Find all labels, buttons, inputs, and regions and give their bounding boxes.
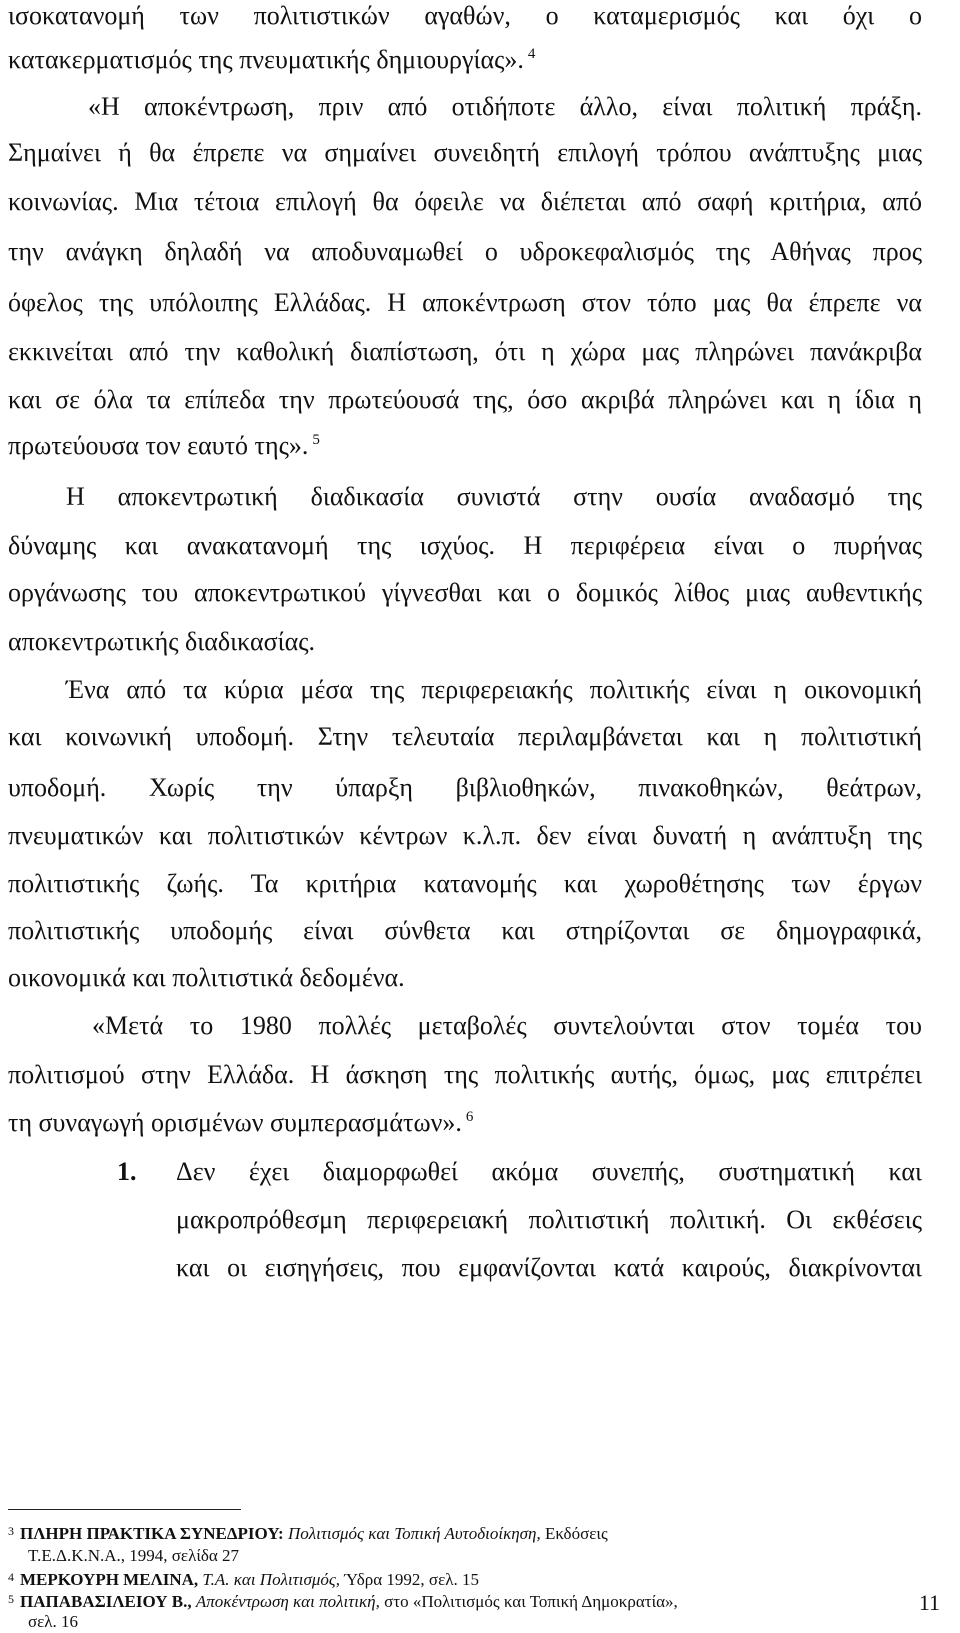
list-item-line: μακροπρόθεσμη περιφερειακή πολιτιστική πολιτική. Οι εκθέσεις xyxy=(176,1205,922,1234)
text-line: πολιτιστικής υποδομής είναι σύνθετα και στηρίζονται σε δημογραφικά, xyxy=(8,916,922,945)
text-line: κοινωνίας. Μια τέτοια επιλογή θα όφειλε να διέπεται από σαφή κριτήρια, από xyxy=(8,187,922,216)
footnote-3-continued: Τ.Ε.Δ.Κ.Ν.Α., 1994, σελίδα 27 xyxy=(28,1546,240,1565)
page-number: 11 xyxy=(918,1590,940,1615)
text-line: Η αποκεντρωτική διαδικασία συνιστά στην ουσία αναδασμό της xyxy=(66,482,922,511)
text-line: όφελος της υπόλοιπης Ελλάδας. Η αποκέντρωση στον τόπο μας θα έπρεπε να xyxy=(8,288,922,317)
list-item-line: και οι εισηγήσεις, που εμφανίζονται κατά καιρούς, διακρίνονται xyxy=(176,1253,922,1282)
text-line: κατακερματισμός της πνευματικής δημιουργίας». $^4$ xyxy=(8,45,536,74)
text-line: οργάνωσης του αποκεντρωτικού γίγνεσθαι και ο δομικός λίθος μιας αυθεντικής xyxy=(8,578,922,607)
text-line: πρωτεύουσα τον εαυτό της». $^5$ xyxy=(8,431,320,460)
text-line: οικονομικά και πολιτιστικά δεδομένα. xyxy=(8,963,405,992)
text-line: αποκεντρωτικής διαδικασίας. xyxy=(8,627,316,656)
text-line: πολιτισμού στην Ελλάδα. Η άσκηση της πολιτικής αυτής, όμως, μας επιτρέπει xyxy=(8,1060,922,1089)
footnote-ref: 6 xyxy=(465,1109,474,1125)
text-line: Ένα από τα κύρια μέσα της περιφερειακής πολιτικής είναι η οικονομική xyxy=(66,675,922,704)
list-item-line: Δεν έχει διαμορφωθεί ακόμα συνεπής, συστηματική και xyxy=(176,1157,922,1186)
text-line: πνευματικών και πολιτιστικών κέντρων κ.λ.π. δεν είναι δυνατή η ανάπτυξη της xyxy=(8,821,922,850)
text-line: Σημαίνει ή θα έπρεπε να σημαίνει συνειδητή επιλογή τρόπου ανάπτυξης μιας xyxy=(8,138,922,167)
text-line: υποδομή. Χωρίς την ύπαρξη βιβλιοθηκών, πινακοθηκών, θεάτρων, xyxy=(8,773,922,802)
text-line: πολιτιστικής ζωής. Τα κριτήρια κατανομής και χωροθέτησης των έργων xyxy=(8,869,922,898)
footnote-ref: 5 xyxy=(312,432,320,448)
footnote-5: $^5$ ΠΑΠΑΒΑΣΙΛΕΙΟΥ Β., Αποκέντρωση και πολιτική, στο «Πολιτισμός και Τοπική Δημοκρατία», xyxy=(8,1592,678,1611)
text-line: την ανάγκη δηλαδή να αποδυναμωθεί ο υδροκεφαλισμός της Αθήνας προς xyxy=(8,237,922,266)
footnote-separator xyxy=(8,1509,241,1510)
text-line: δύναμης και ανακατανομή της ισχύος. Η περιφέρεια είναι ο πυρήνας xyxy=(8,531,922,560)
text-line: και κοινωνική υποδομή. Στην τελευταία περιλαμβάνεται και η πολιτιστική xyxy=(8,722,922,751)
list-number: 1. xyxy=(117,1157,137,1186)
text-line: και σε όλα τα επίπεδα την πρωτεύουσά της, όσο ακριβά πληρώνει και η ίδια η xyxy=(8,385,922,414)
footnote-ref: 4 xyxy=(527,46,536,62)
text-line: «Η αποκέντρωση, πριν από οτιδήποτε άλλο, είναι πολιτική πράξη. xyxy=(88,92,922,121)
footnote-3: $^3$ ΠΛΗΡΗ ΠΡΑΚΤΙΚΑ ΣΥΝΕΔΡΙΟΥ: Πολιτισμός και Τοπική Αυτοδιοίκηση, Εκδόσεις xyxy=(8,1524,608,1543)
footnote-5-continued: σελ. 16 xyxy=(28,1612,79,1631)
text-line: εκκινείται από την καθολική διαπίστωση, ότι η χώρα μας πληρώνει πανάκριβα xyxy=(8,337,922,366)
footnote-4: $^4$ ΜΕΡΚΟΥΡΗ ΜΕΛΙΝΑ, Τ.Α. και Πολιτισμός, Ύδρα 1992, σελ. 15 xyxy=(8,1570,479,1589)
text-line: τη συναγωγή ορισμένων συμπερασμάτων». $^6$ xyxy=(8,1108,474,1137)
text-line: «Μετά το 1980 πολλές μεταβολές συντελούνται στον τομέα του xyxy=(92,1011,922,1040)
text-line: ισοκατανομή των πολιτιστικών αγαθών, ο καταμερισμός και όχι ο xyxy=(8,1,922,30)
